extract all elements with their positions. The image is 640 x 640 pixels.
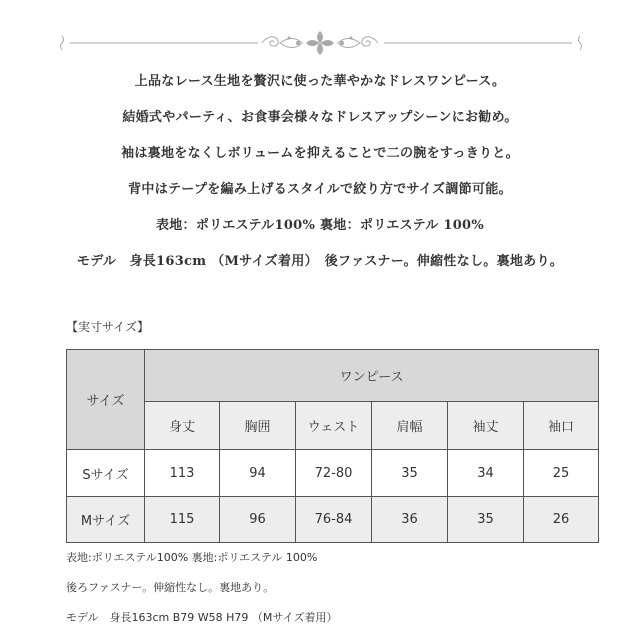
size-table (66, 349, 599, 543)
table-cell: 26 (524, 497, 599, 543)
description-line: 結婚式やパーティ、お食事会様々なドレスアップシーンにお勧め。 (122, 110, 518, 125)
table-cell: 113 (145, 450, 220, 497)
table-cell: 36 (372, 497, 448, 543)
column-header-length: 身丈 (145, 402, 220, 450)
column-header-cuff: 袖口 (524, 402, 599, 450)
table-cell: 94 (220, 450, 296, 497)
note-material: 表地:ポリエステル100% 裏地:ポリエステル 100% (66, 551, 318, 564)
table-row (67, 497, 599, 543)
model-line: モデル 身長163cm （Mサイズ着用） 後ファスナー。伸縮性なし。裏地あり。 (76, 254, 564, 269)
column-header-bust: 胸囲 (220, 402, 296, 450)
size-notes (66, 543, 338, 633)
row-size-label: Sサイズ (67, 450, 145, 497)
column-header-shoulder: 肩幅 (372, 402, 448, 450)
description-line: 上品なレース生地を贅沢に使った華やかなドレスワンピース。 (134, 74, 506, 89)
description-line: 背中はテープを編み上げるスタイルで絞り方でサイズ調節可能。 (128, 182, 512, 197)
table-cell: 72-80 (296, 450, 372, 497)
size-corner-header: サイズ (67, 350, 145, 450)
note-closure: 後ろファスナー。伸縮性なし。裏地あり。 (66, 581, 275, 594)
column-header-sleeve-length: 袖丈 (448, 402, 524, 450)
table-cell: 34 (448, 450, 524, 497)
description-line: 袖は裏地をなくしボリュームを抑えることで二の腕をすっきりと。 (121, 146, 519, 161)
table-cell: 115 (145, 497, 220, 543)
table-cell: 96 (220, 497, 296, 543)
table-cell: 35 (372, 450, 448, 497)
table-cell: 76-84 (296, 497, 372, 543)
row-size-label: Mサイズ (67, 497, 145, 543)
column-header-waist: ウェスト (296, 402, 372, 450)
size-section-heading: 【実寸サイズ】 (66, 320, 150, 334)
garment-group-header: ワンピース (145, 350, 599, 402)
table-cell: 35 (448, 497, 524, 543)
product-description (0, 64, 640, 280)
table-row (67, 450, 599, 497)
table-cell: 25 (524, 450, 599, 497)
note-model: モデル 身長163cm B79 W58 H79 （Mサイズ着用） (66, 611, 338, 624)
material-line: 表地：ポリエステル100% 裏地：ポリエステル 100% (155, 218, 485, 233)
decorative-divider (0, 26, 640, 60)
